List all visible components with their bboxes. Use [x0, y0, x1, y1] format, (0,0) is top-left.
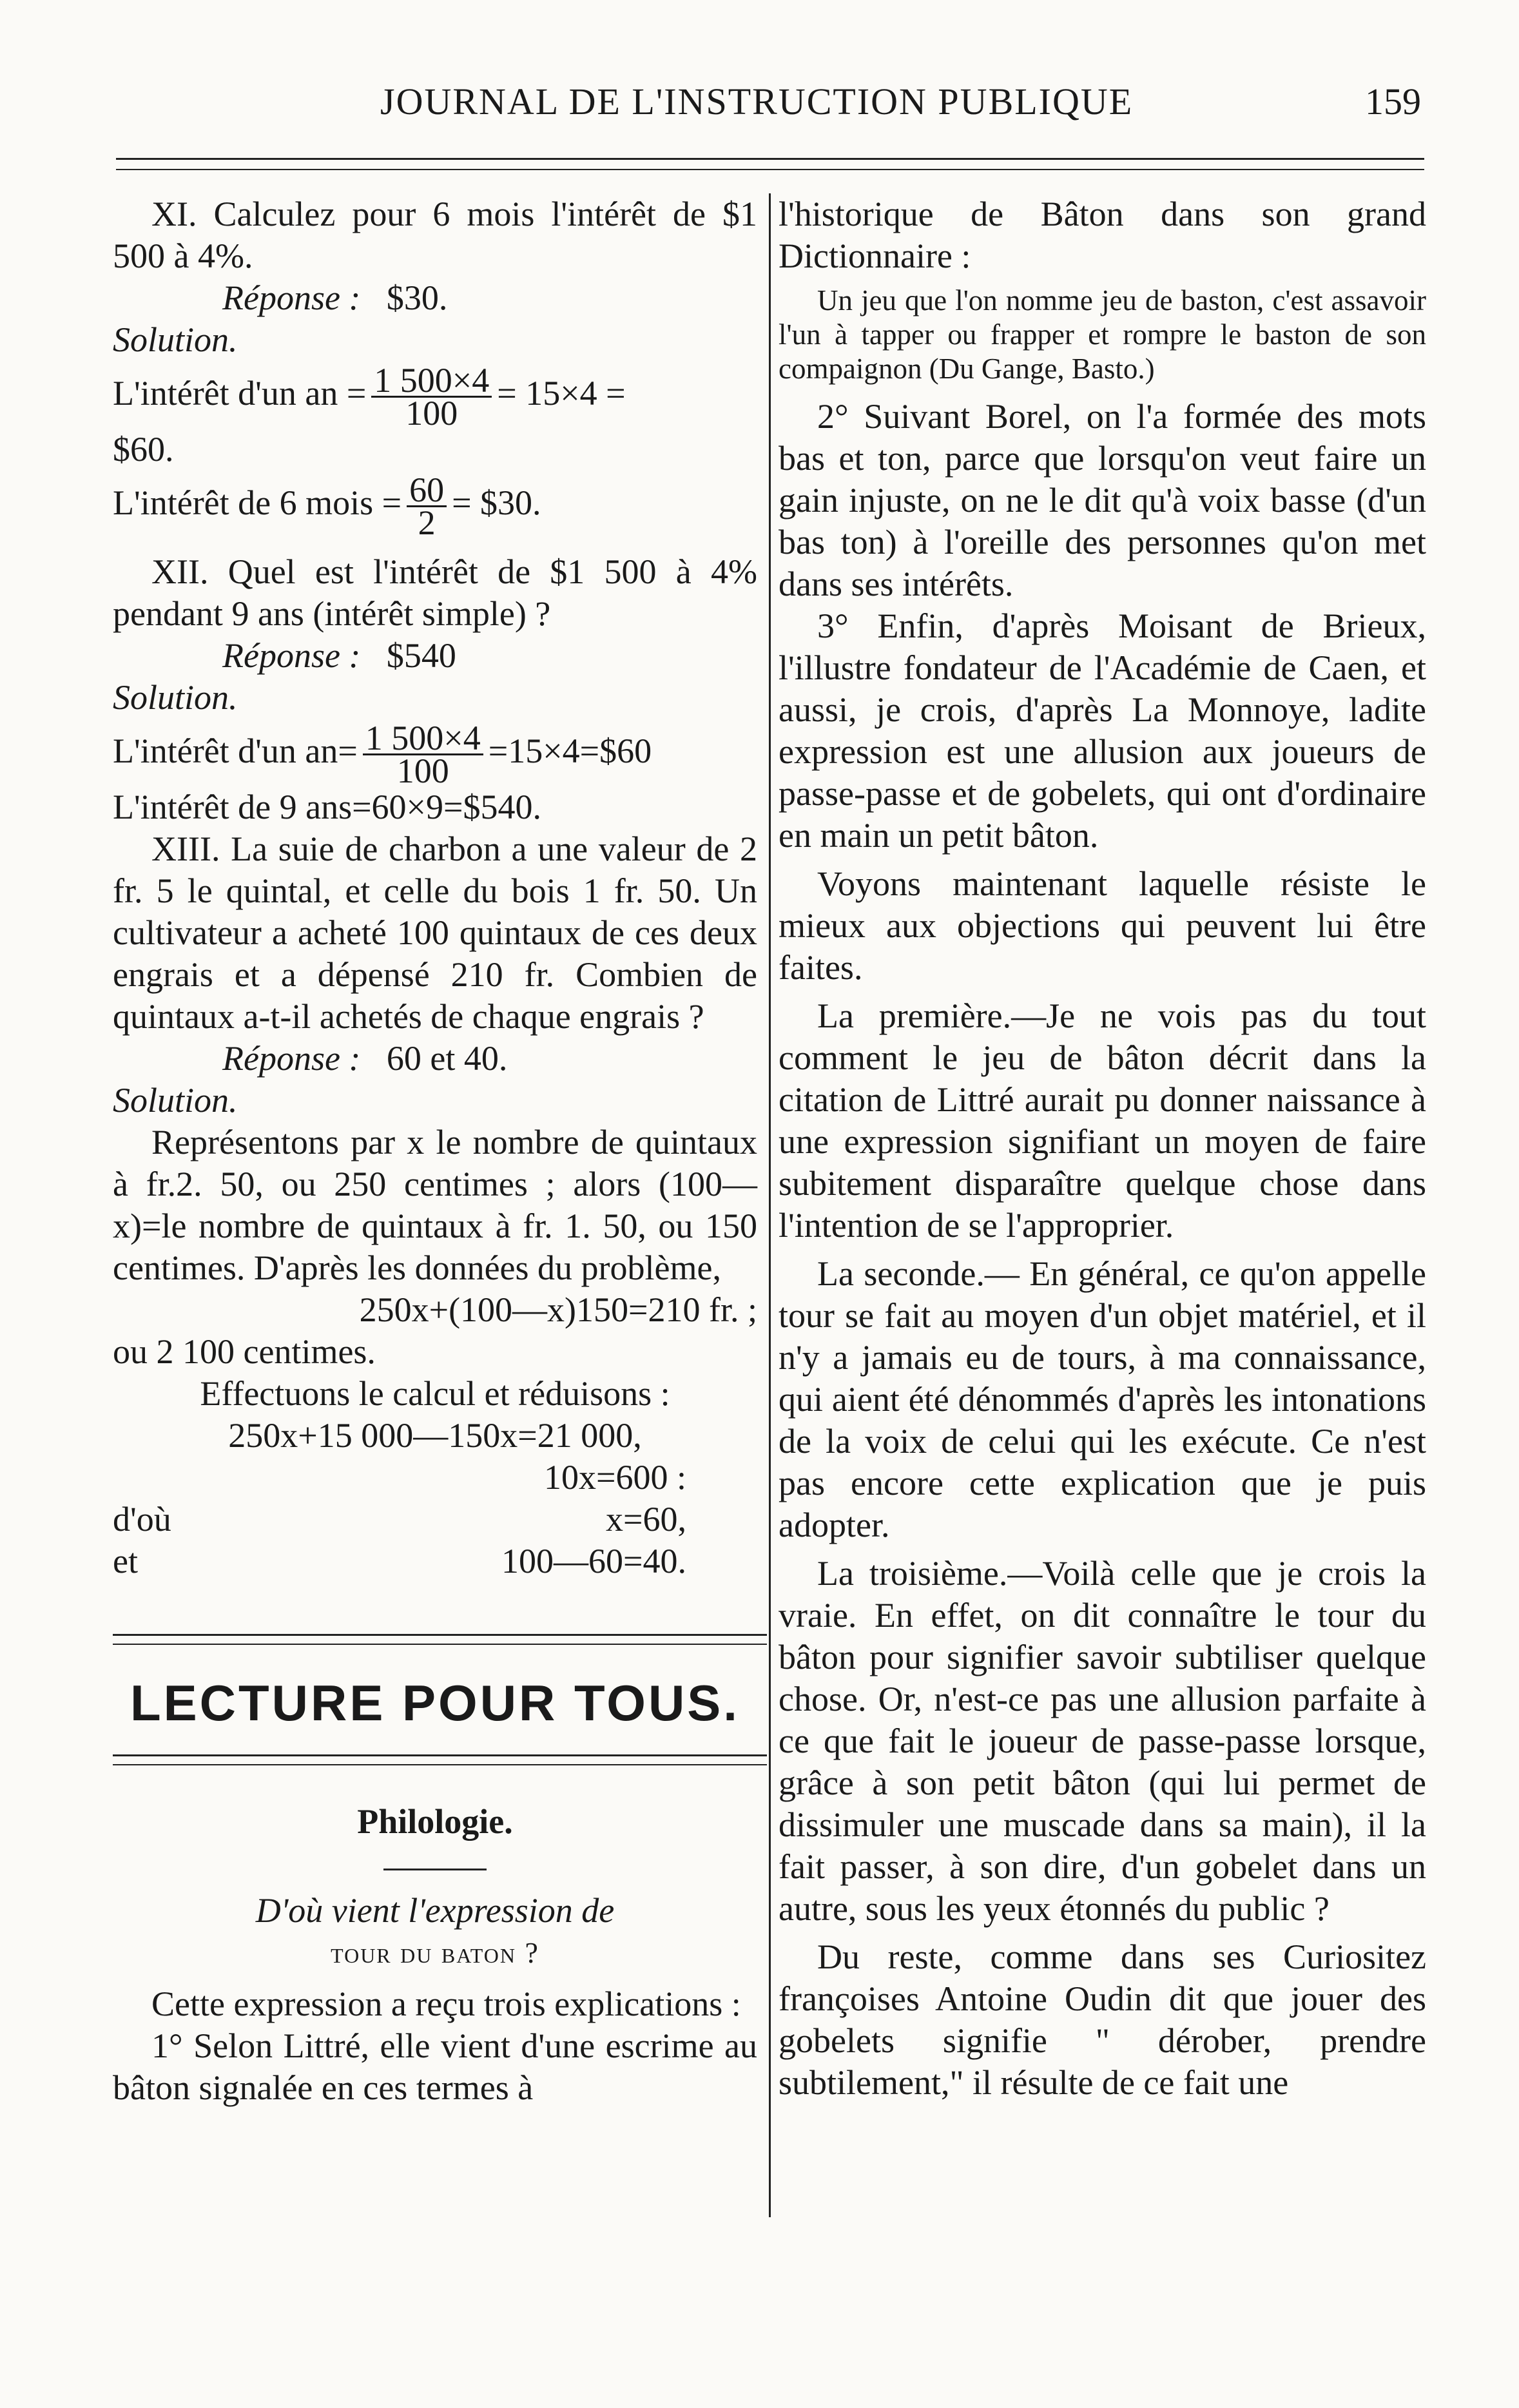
left-column — [113, 193, 757, 2109]
problem-11-answer — [113, 277, 757, 319]
page-number: 159 — [1365, 81, 1421, 122]
subsection-title: Philologie. — [357, 1802, 513, 1841]
fraction — [371, 361, 492, 432]
eq-suffix: = $30. — [452, 483, 541, 522]
problem-12-question: XII. Quel est l'intérêt de $1 500 à 4% pendant 9 ans (intérêt simple) ? — [113, 552, 757, 633]
fraction-numerator: 1 500×4 — [371, 365, 492, 398]
answer-value: $30. — [386, 278, 448, 317]
problem-13-equation-4-row — [113, 1499, 757, 1540]
problem-11-equation-1 — [113, 361, 757, 432]
problem-13-equation-1: 250x+(100—x)150=210 fr. ; — [359, 1290, 757, 1329]
problem-12-equation-2: L'intérêt de 9 ans=60×9=$540. — [113, 788, 541, 826]
problem-13-question: XIII. La suie de charbon a une valeur de 2 fr. 5 le quintal, et celle du bois 1 fr. 50. Un cultivateur a acheté 100 quintaux de ces deux engrais et a dépensé 210 fr. Combien de quintaux a-t-il achetés de chaque engrais ? — [113, 830, 757, 1036]
article-title-line-2: tour du baton ? — [331, 1936, 539, 1969]
article-paragraph-seconde: La seconde.— En général, ce qu'on appelle tour se fait au moyen d'un objet matériel, et il n'y a jamais eu de tours, à ma connaissance, qui aient été dénommés d'après les intonations de la voix de celui qui les exécute. Ce n'est pas encore cette explication que je puis adopter. — [779, 1254, 1426, 1544]
answer-label: Réponse : — [222, 278, 361, 317]
problem-11-question: XI. Calculez pour 6 mois l'intérêt de $1 500 à 4%. — [113, 195, 757, 275]
answer-value: 60 et 40. — [386, 1039, 508, 1078]
answer-label: Réponse : — [222, 1039, 361, 1078]
problem-13-answer — [113, 1038, 757, 1080]
fraction — [407, 471, 447, 542]
fraction-denominator: 100 — [405, 394, 458, 432]
problem-12-equation-1 — [113, 719, 757, 790]
article-title-line-1: D'où vient l'expression de — [255, 1891, 615, 1930]
problem-12-solution-label: Solution. — [113, 678, 238, 717]
problem-13-reduce-text: Effectuons le calcul et réduisons : — [200, 1374, 670, 1413]
dou-label: d'où — [113, 1500, 171, 1539]
problem-13-equation-3: 10x=600 : — [544, 1458, 686, 1497]
problem-11-equation-1-cont: $60. — [113, 430, 174, 469]
right-column — [779, 193, 1426, 2104]
problem-13-solution-label: Solution. — [113, 1081, 238, 1120]
eq-prefix: L'intérêt d'un an= — [113, 731, 358, 770]
problem-13-equation-1b: ou 2 100 centimes. — [113, 1332, 376, 1371]
fraction-numerator: 60 — [407, 474, 447, 507]
answer-value: $540 — [386, 636, 456, 675]
header-rule-1 — [116, 158, 1424, 160]
problem-13-equation-5-row — [113, 1540, 757, 1582]
equation-5: 100—60=40. — [501, 1542, 686, 1580]
article-paragraph-du-reste: Du reste, comme dans ses Curiositez françoises Antoine Oudin dit que jouer des gobelets signifie " dérober, prendre subtilement," il résulte de ce fait une — [779, 1937, 1426, 2102]
eq-prefix: L'intérêt d'un an = — [113, 373, 367, 413]
article-item-2: 2° Suivant Borel, on l'a formée des mots bas et ton, parce que lorsqu'on veut faire un gain injuste, on ne le dit qu'à voix basse (d'un bas ton) à l'oreille des personnes qu'on met dans ses intérêts. — [779, 397, 1426, 603]
problem-11-equation-2 — [113, 471, 757, 542]
fraction-denominator: 100 — [396, 752, 449, 790]
problem-12-answer — [113, 635, 757, 677]
littre-quotation: Un jeu que l'on nomme jeu de baston, c'est assavoir l'un à tapper ou frapper et rompre le baston de son compaignon (Du Gange, Basto.) — [779, 284, 1426, 385]
running-header — [0, 81, 1519, 132]
article-continued: l'historique de Bâton dans son grand Dictionnaire : — [779, 195, 1426, 275]
fraction — [363, 719, 483, 790]
article-intro: Cette expression a reçu trois explications : — [151, 1985, 741, 2023]
problem-13-text: Représentons par x le nombre de quintaux à fr.2. 50, ou 250 centimes ; alors (100—x)=le nombre de quintaux à fr. 1. 50, ou 150 centimes. D'après les données du problème, — [113, 1123, 757, 1287]
article-item-3: 3° Enfin, d'après Moisant de Brieux, l'illustre fondateur de l'Académie de Caen, et aussi, je crois, d'après La Monnoye, ladite expression est une allusion aux joueurs de passe-passe et de gobelets, qui ont d'ordinaire en main un petit bâton. — [779, 607, 1426, 855]
article-paragraph-troisieme: La troisième.—Voilà celle que je crois la vraie. En effet, on dit connaître le tour du bâton pour signifier savoir subtiliser quelque chose. Or, n'est-ce pas une allusion parfaite à ce que fait le joueur de passe-passe lorsque, grâce à son petit bâton (qui lui permet de dissimuler une muscade dans sa main), il la fait passer, à son dire, d'un gobelet dans un autre, sous les yeux étonnés du public ? — [779, 1554, 1426, 1928]
article-paragraph-voyons: Voyons maintenant laquelle résiste le mieux aux objections qui peuvent lui être faites. — [779, 864, 1426, 987]
section-title: LECTURE POUR TOUS. — [130, 1675, 740, 1731]
answer-label: Réponse : — [222, 636, 361, 675]
column-divider — [769, 193, 771, 2217]
problem-13-equation-2: 250x+15 000—150x=21 000, — [228, 1416, 642, 1455]
journal-title: JOURNAL DE L'INSTRUCTION PUBLIQUE — [380, 81, 1134, 122]
problem-11-solution-label: Solution. — [113, 320, 238, 359]
equation-4: x=60, — [606, 1500, 686, 1539]
eq-prefix: L'intérêt de 6 mois = — [113, 483, 402, 522]
header-rule-2 — [116, 169, 1424, 170]
et-label: et — [113, 1542, 138, 1580]
fraction-numerator: 1 500×4 — [363, 723, 483, 755]
fraction-denominator: 2 — [418, 503, 436, 542]
article-item-1: 1° Selon Littré, elle vient d'une escrime au bâton signalée en ces termes à — [113, 2026, 757, 2107]
article-paragraph-premiere: La première.—Je ne vois pas du tout comment le jeu de bâton décrit dans la citation de Littré aurait pu donner naissance à une expression signifiant un moyen de faire subitement disparaître quelque chose dans l'intention de se l'approprier. — [779, 996, 1426, 1245]
eq-suffix: =15×4=$60 — [488, 731, 652, 770]
eq-suffix: = 15×4 = — [497, 373, 626, 413]
